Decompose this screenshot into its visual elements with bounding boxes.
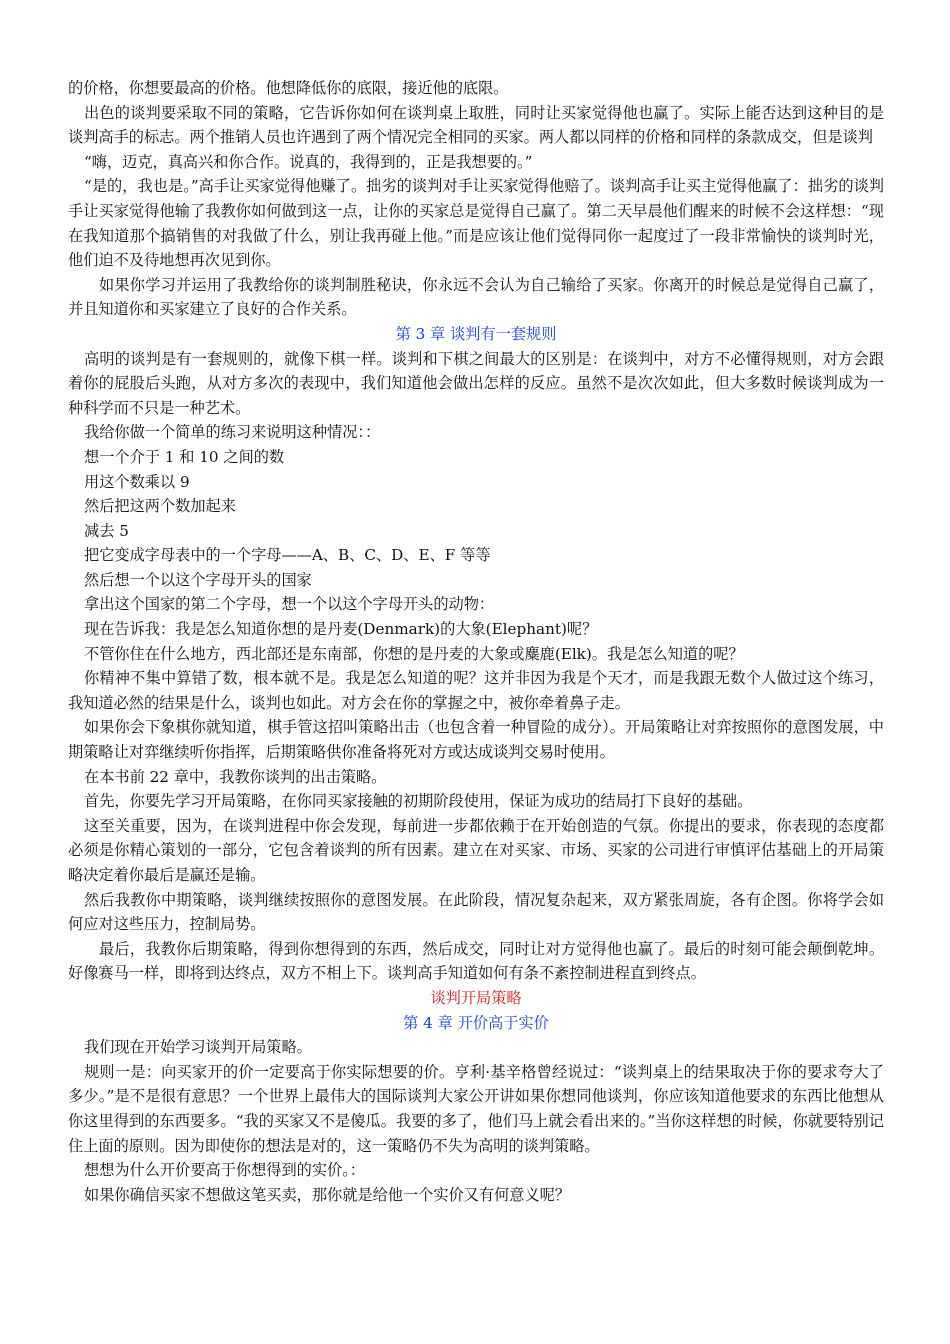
chapter-heading-3: 第 3 章 谈判有一套规则 bbox=[395, 324, 557, 343]
paragraph: 规则一是：向买家开的价一定要高于你实际想要的价。亨利·基辛格曾经说过：“谈判桌上的结果取决于你的要求夸大了多少。”是不是很有意思？一个世界上最伟大的国际谈判大家公开讲如果你想同他谈判，你应该知道他要求的东西比他想从你这里得到的东西要多。“我的买家又不是傻瓜。我要的多了，他们马上就会看出来的。”当你这样想的时候，你就要特别记住上面的原则。因为即使你的想法是对的，这一策略仍不失为高明的谈判策略。 bbox=[68, 1062, 884, 1155]
exercise-step: 然后想一个以这个字母开头的国家 bbox=[84, 570, 312, 589]
exercise-step: 减去 5 bbox=[84, 521, 129, 540]
chapter-heading-4: 第 4 章 开价高于实价 bbox=[403, 1013, 549, 1032]
paragraph: 不管你住在什么地方，西北部还是东南部，你想的是丹麦的大象或麋鹿(Elk)。我是怎么知道的呢？ bbox=[84, 644, 744, 663]
paragraph: 想想为什么开价要高于你想得到的实价。： bbox=[84, 1161, 365, 1180]
exercise-step: 想一个介于 1 和 10 之间的数 bbox=[84, 447, 285, 466]
paragraph: 然后我教你中期策略，谈判继续按照你的意图发展。在此阶段，情况复杂起来，双方紧张周旋，各有企图。你将学会如何应对这些压力，控制局势。 bbox=[68, 890, 884, 934]
paragraph: 首先，你要先学习开局策略，在你同买家接触的初期阶段使用，保证为成功的结局打下良好的基础。 bbox=[84, 792, 753, 811]
paragraph: 我给你做一个简单的练习来说明这种情况：： bbox=[84, 423, 381, 442]
paragraph: 出色的谈判要采取不同的策略，它告诉你如何在谈判桌上取胜，同时让买家觉得他也赢了。实际上能否达到这种目的是谈判高手的标志。两个推销人员也许遇到了两个情况完全相同的买家。两人都以同样的价格和同样的条款成交，但是谈判 bbox=[68, 103, 884, 147]
quote-line: “嗨，迈克，真高兴和你合作。说真的，我得到的，正是我想要的。” bbox=[84, 152, 533, 171]
paragraph: 现在告诉我：我是怎么知道你想的是丹麦(Denmark)的大象(Elephant)呢？ bbox=[84, 620, 598, 639]
exercise-step: 拿出这个国家的第二个字母，想一个以这个字母开头的动物： bbox=[84, 595, 495, 614]
document-page bbox=[68, 76, 884, 1207]
exercise-step: 然后把这两个数加起来 bbox=[84, 497, 236, 516]
paragraph: 如果你会下象棋你就知道，棋手管这招叫策略出击（也包含着一种冒险的成分）。开局策略让对弈按照你的意图发展，中期策略让对弈继续听你指挥，后期策略供你准备将死对方或达成谈判交易时使用。 bbox=[68, 718, 884, 762]
paragraph: “是的，我也是。”高手让买家觉得他赚了。拙劣的谈判对手让买家觉得他赔了。谈判高手让买主觉得他赢了：拙劣的谈判手让买家觉得他输了我教你如何做到这一点，让你的买家总是觉得自己赢了。第二天早晨他们醒来的时候不会这样想：“现在我知道那个搞销售的对我做了什么，别让我再碰上他。”而是应该让他们觉得同你一起度过了一段非常愉快的谈判时光，他们迫不及待地想再次见到你。 bbox=[68, 177, 884, 270]
exercise-step: 把它变成字母表中的一个字母——A、B、C、D、E、F 等等 bbox=[84, 546, 491, 565]
paragraph: 你精神不集中算错了数，根本就不是。我是怎么知道的呢？这并非因为我是个天才，而是我跟无数个人做过这个练习，我知道必然的结果是什么，谈判也如此。对方会在你的掌握之中，被你牵着鼻子走。 bbox=[68, 669, 884, 712]
paragraph: 我们现在开始学习谈判开局策略。 bbox=[84, 1038, 312, 1057]
paragraph: 如果你确信买家不想做这笔买卖，那你就是给他一个实价又有何意义呢？ bbox=[84, 1185, 570, 1204]
paragraph: 在本书前 22 章中，我教你谈判的出击策略。 bbox=[84, 767, 387, 786]
paragraph: 这至关重要，因为，在谈判进程中你会发现，每前进一步都依赖于在开始创造的气氛。你提出的要求，你表现的态度都必须是你精心策划的一部分，它包含着谈判的所有因素。建立在对买家、市场、买家的公司进行审慎评估基础上的开局策略决定着你最后是赢还是输。 bbox=[68, 816, 884, 884]
paragraph: 最后，我教你后期策略，得到你想得到的东西，然后成交，同时让对方觉得他也赢了。最后的时刻可能会颠倒乾坤。好像赛马一样，即将到达终点，双方不相上下。谈判高手知道如何有条不紊控制进程直到终点。 bbox=[68, 939, 884, 983]
exercise-step: 用这个数乘以 9 bbox=[84, 472, 190, 491]
paragraph: 如果你学习并运用了我教给你的谈判制胜秘诀，你永远不会认为自己输给了买家。你离开的时候总是觉得自己赢了，并且知道你和买家建立了良好的合作关系。 bbox=[68, 275, 884, 319]
paragraph: 高明的谈判是有一套规则的，就像下棋一样。谈判和下棋之间最大的区别是：在谈判中，对方不必懂得规则，对方会跟着你的屁股后头跑，从对方多次的表现中，我们知道他会做出怎样的反应。虽然不是次次如此，但大多数时候谈判成为一种科学而不只是一种艺术。 bbox=[68, 349, 884, 417]
section-heading: 谈判开局策略 bbox=[430, 988, 522, 1007]
paragraph: 的价格，你想要最高的价格。他想降低你的底限，接近他的底限。 bbox=[68, 79, 509, 97]
